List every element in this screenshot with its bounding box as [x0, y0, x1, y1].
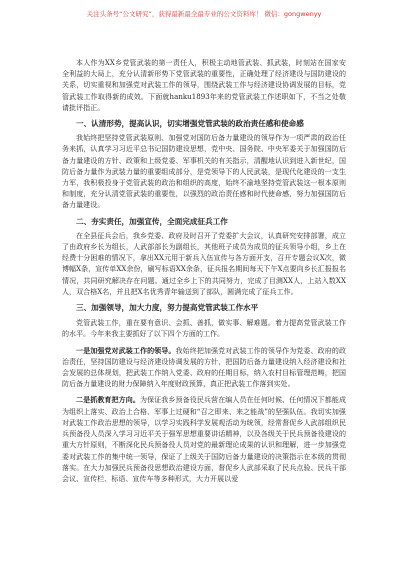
section-1-paragraph: 我始终把坚持党管武装原则、加强党对国防后备力量建设的领导作为一项严肃的政治任务来抓，认真学习习近平总书记国防建设思想，党中央、国务院、中央军委关于加强国防后备力量建设的方针、政策和上级党委、军事机关的有关指示，清醒地认识到进入新世纪，国防后备力量作为武装力量的重要组成部分，是党领导下的人民武装，是现代化建设的一支生力军，我积极投身于党管武装的政治和组织的高度，始终不渝地坚持党管武装这一根本原则和制度，充分认清党管武装的重要性，以强烈的政治责任感和时代使命感，努力加强国防后备力量建设。 [62, 134, 346, 210]
section-3-paragraph-1-text: 党管武装工作，重在要有意识、会抓、善抓，做实事、解难题。着力提高党管武装工作的水平。今年来我主要抓好了以下四个方面的工作。 [62, 319, 346, 339]
section-2-paragraph: 在全县征兵会后，我乡党委、政府及时召开了党委扩大会议，认真研究安排部署，成立了由政府乡长为组长，人武部部长为副组长，其他班子成员为成员的征兵领导小组，乡上在经费十分困难的情况下，拿出XX元用于新兵入伍宣传与各方面开支，召开专题会议X次，微博幅X条，宣传单XX余份，刷写标语XX余条，征兵报名期间每天下午X点要向乡长汇报报名情况，共同研究解决存在问题。通过全乡上下的共同努力，完成了目测XX人，上站入数XX人，双合格X名，并且把X名优秀青年输送到了部队，圆满完成了征兵工作。 [62, 231, 346, 296]
section-3-paragraph-3-text: 为保证我乡预备役民兵营在编人员在任何时候、任何情况下都能成为组织上落实、政治上合格、军事上过硬和“召之即来、来之能战”的坚强队伍。我切实加强对武装工作政治思想的领导，以学习实践科学发展观活动为统领，经常督促乡人武部组织民兵预备役人员深入学习习近平关于强军思想重要讲话精神，以及各级关于民兵预备役建设的重大方针原则，不断深化民兵预备役人员对党的最新理论成果的认识和理解，进一步加强党委对武装工作的集中统一领导，保证了上级关于国防后备力量建设的决策指示在本级的贯彻落实。在大力加强民兵预备役思想政治建设方面，督促乡人武部采取了民兵点验、民兵干部会议、宣传栏、标语、宣传车等多种形式，大力开展以爱 [62, 396, 347, 483]
section-3-paragraph-2 [62, 345, 346, 391]
section-3-paragraph-2-text: 我始终把加强党对武装工作的领导作为党委、政府的政治责任，坚持国防建设与经济建设协调发展的方针，把国防后备力量建设纳入经济建设和社会发展的总体规划，把武装工作纳入党委、政府的任期目标，纳入农村目标管理范畴，把国防后备力量建设的财力保障纳入年度财政预算，真正把武装工作落到实处。 [62, 346, 347, 389]
section-3-paragraph-3-lead: 二是抓教育把方向。 [76, 395, 140, 405]
section-1-heading: 一、认清形势，提高认识，切实增强党管武装的政治责任感和使命感 [76, 119, 304, 129]
header-promo-note: 关注头条号“公文研究”，获得最新最全最专业的公文资料库！ 微信：gongwenyy [86, 10, 322, 18]
section-3-paragraph-1 [62, 317, 346, 340]
intro-paragraph: 本人作为XX乡党管武装的第一责任人，积极主动地管武装、抓武装，时刻站在国家安全利益的大局上，充分认清新形势下党管武装的重要性，正确处理了经济建设与国防建设的关系，切实重视和加强党对武装工作的领导，围绕武装工作与经济建设协调发展的目标，党管武装工作取得新的成效。下面就hanku1893年来的党管武装工作述职如下，不当之处敬请批评指正。 [62, 59, 346, 112]
section-2-heading: 二、夯实责任，加强宣传，全面完成征兵工作 [76, 216, 228, 226]
section-3-heading: 三、加强领导，加大力度，努力提高党管武装工作水平 [76, 303, 259, 313]
document-body [62, 58, 346, 489]
section-3-paragraph-3 [62, 394, 346, 485]
section-3-paragraph-2-lead: 一是加强党对武装工作的领导。 [76, 345, 176, 355]
